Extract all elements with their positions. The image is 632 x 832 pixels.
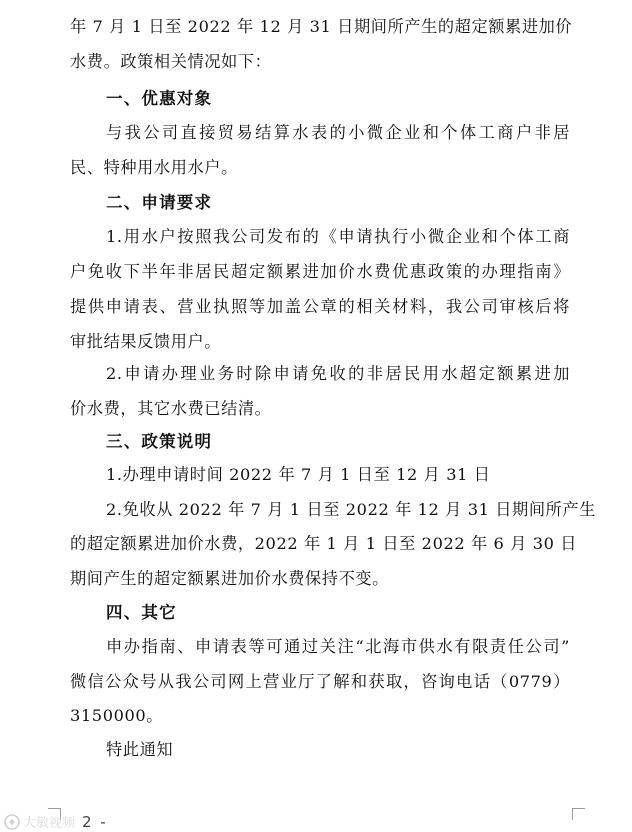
paragraph-line: 户免收下半年非居民超定额累进加价水费优惠政策的办理指南》 — [70, 262, 570, 281]
watermark — [4, 812, 75, 831]
paragraph-line: 2.免收从 2022 年 7 月 1 日至 2022 年 12 月 31 日期间所产生 — [106, 500, 596, 519]
section-heading: 四、其它 — [106, 603, 177, 622]
paragraph-line: 年 7 月 1 日至 2022 年 12 月 31 日期间所产生的超定额累进加价 — [70, 17, 573, 36]
paragraph-line: 审批结果反馈用户。 — [70, 332, 222, 351]
section-heading: 二、申请要求 — [106, 193, 213, 212]
paragraph-line: 价水费，其它水费已结清。 — [70, 399, 272, 418]
paragraph-line: 期间产生的超定额累进加价水费保持不变。 — [70, 569, 389, 588]
section-heading: 一、优惠对象 — [106, 89, 213, 108]
closing-line: 特此通知 — [106, 740, 174, 759]
paragraph-line: 1.用水户按照我公司发布的《申请执行小微企业和个体工商 — [106, 227, 570, 246]
paragraph-line: 与我公司直接贸易结算水表的小微企业和个体工商户非居 — [106, 123, 570, 142]
paragraph-line: 的超定额累进加价水费，2022 年 1 月 1 日至 2022 年 6 月 30 日 — [70, 534, 578, 553]
paragraph-line: 2.申请办理业务时除申请免收的非居民用水超定额累进加 — [106, 364, 570, 383]
paragraph-line: 1.办理申请时间 2022 年 7 月 1 日至 12 月 31 日 — [106, 465, 491, 484]
paragraph-line: 3150000。 — [70, 706, 164, 725]
watermark-text: 大敏视频 — [23, 816, 76, 831]
paragraph-line: 提供申请表、营业执照等加盖公章的相关材料，我公司审核后将 — [70, 297, 570, 316]
paragraph-line: 微信公众号从我公司网上营业厅了解和获取，咨询电话（0779） — [70, 672, 570, 691]
paragraph-line: 民、特种用水用水户。 — [70, 158, 238, 177]
watermark-logo-icon — [4, 814, 20, 830]
paragraph-line: 申办指南、申请表等可通过关注“北海市供水有限责任公司” — [106, 637, 570, 656]
page-corner-mark — [572, 808, 585, 820]
page-number: 2 - — [82, 813, 108, 831]
section-heading: 三、政策说明 — [106, 432, 213, 451]
paragraph-line: 水费。政策相关情况如下： — [70, 52, 272, 71]
